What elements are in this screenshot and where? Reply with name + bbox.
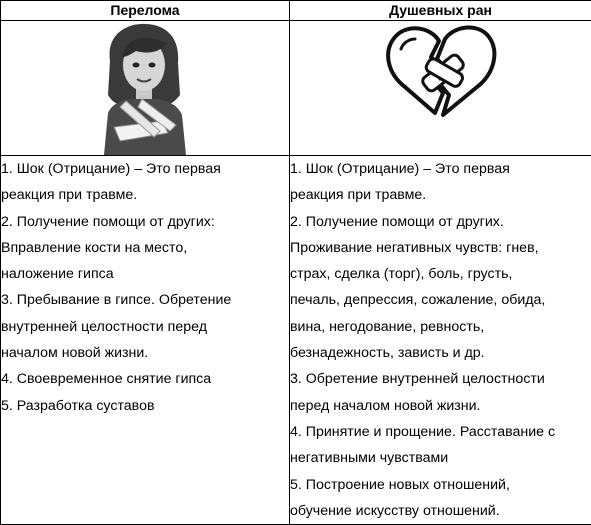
woman-with-arm-in-sling-icon (80, 21, 210, 155)
emotional-line: безнадежность, зависть и др. (290, 340, 591, 366)
emotional-line: страх, сделка (торг), боль, грусть, (290, 261, 591, 287)
broken-heart-with-bandage-icon (381, 21, 501, 121)
emotional-line: обучение искусству отношений. (290, 498, 591, 524)
fracture-line: внутренней целостности перед (1, 314, 289, 340)
illustration-cell-fracture (1, 21, 290, 156)
fracture-stages-cell (1, 156, 290, 525)
illustration-cell-emotional (290, 21, 591, 156)
emotional-line: реакция при травме. (290, 182, 591, 208)
emotional-line: 1. Шок (Отрицание) – Это первая (290, 156, 591, 182)
fracture-line: реакция при травме. (1, 182, 289, 208)
emotional-line: 3. Обретение внутренней целостности (290, 366, 591, 392)
content-row (1, 156, 591, 525)
emotional-stages-cell (290, 156, 591, 525)
fracture-line: Вправление кости на место, (1, 235, 289, 261)
emotional-line: 5. Построение новых отношений, (290, 472, 591, 498)
header-emotional-wounds: Душевных ран (290, 1, 591, 21)
emotional-line: 4. Принятие и прощение. Расставание с (290, 419, 591, 445)
emotional-line: негативными чувствами (290, 445, 591, 471)
emotional-line: 2. Получение помощи от других. (290, 209, 591, 235)
fracture-line: 1. Шок (Отрицание) – Это первая (1, 156, 289, 182)
fracture-line: 3. Пребывание в гипсе. Обретение (1, 287, 289, 313)
fracture-line: 5. Разработка суставов (1, 393, 289, 419)
fracture-line: наложение гипса (1, 261, 289, 287)
header-row (1, 1, 591, 21)
emotional-line: вина, негодование, ревность, (290, 314, 591, 340)
emotional-line: перед началом новой жизни. (290, 393, 591, 419)
fracture-line: началом новой жизни. (1, 340, 289, 366)
emotional-line: печаль, депрессия, сожаление, обида, (290, 287, 591, 313)
illustration-row (1, 21, 591, 156)
fracture-line: 4. Своевременное снятие гипса (1, 366, 289, 392)
header-fracture: Перелома (1, 1, 290, 21)
fracture-line: 2. Получение помощи от других: (1, 209, 289, 235)
emotional-line: Проживание негативных чувств: гнев, (290, 235, 591, 261)
